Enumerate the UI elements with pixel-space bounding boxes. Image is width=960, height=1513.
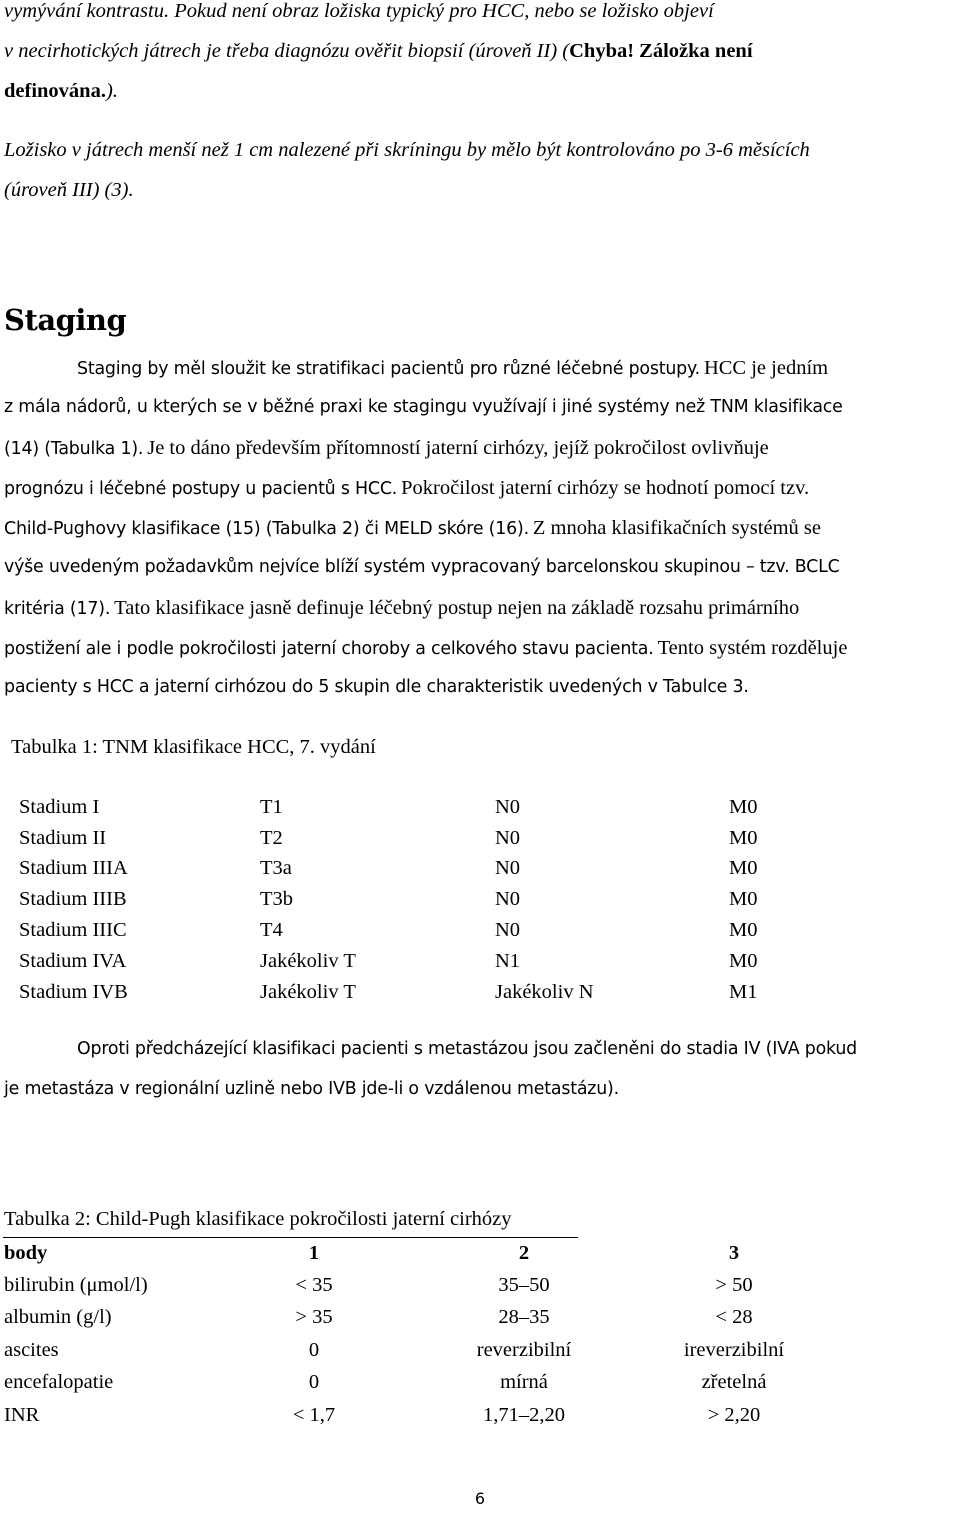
table-cell: zřetelná bbox=[701, 1371, 767, 1394]
table-cell: M0 bbox=[729, 888, 758, 911]
table-cell: T4 bbox=[260, 919, 283, 942]
table-cell: ascites bbox=[4, 1338, 59, 1361]
table-row bbox=[4, 1302, 809, 1334]
table-cell: INR bbox=[4, 1403, 40, 1426]
table-cell: Stadium I bbox=[19, 795, 100, 818]
table-cell: N0 bbox=[495, 826, 521, 849]
paragraph-line bbox=[4, 597, 799, 620]
paragraph-line: z mála nádorů, u kterých se v běžné praxi ke stagingu využívají i jiné systémy než TNM klasifikace bbox=[4, 397, 843, 417]
table-cell: N0 bbox=[495, 795, 521, 818]
table-cell: Stadium IIIC bbox=[19, 919, 127, 942]
page-number: 6 bbox=[474, 1489, 486, 1508]
paragraph-text: Tato klasifikace jasně definuje léčebný postup nejen na základě rozsahu primárního bbox=[114, 597, 800, 619]
table-cell: N0 bbox=[495, 919, 521, 942]
table-cell: M0 bbox=[729, 857, 758, 880]
table-caption: Tabulka 1: TNM klasifikace HCC, 7. vydání bbox=[11, 736, 376, 758]
table-cell: > 2,20 bbox=[707, 1403, 761, 1426]
table-cell: M0 bbox=[729, 795, 758, 818]
table-row bbox=[19, 915, 789, 946]
table-cell: mírná bbox=[500, 1371, 548, 1394]
table-cell: 0 bbox=[308, 1338, 320, 1361]
table-cell: M0 bbox=[729, 826, 758, 849]
table-cell: bilirubin (μmol/l) bbox=[4, 1274, 148, 1297]
table-cell: T3b bbox=[260, 888, 294, 911]
table-cell: N0 bbox=[495, 888, 521, 911]
intro-text: v necirhotických játrech je třeba diagnózu ověřit biopsií (úroveň II) ( bbox=[4, 40, 570, 62]
paragraph-line bbox=[4, 437, 769, 460]
table-row bbox=[4, 1399, 809, 1431]
table-cell: ireverzibilní bbox=[683, 1338, 785, 1361]
paragraph-text: prognózu i léčebné postupy u pacientů s HCC. bbox=[4, 479, 398, 499]
table-cell: T3a bbox=[260, 857, 292, 880]
paragraph-text: HCC je jedním bbox=[703, 357, 829, 379]
table-cell: Stadium IIIA bbox=[19, 857, 128, 880]
table-cell: > 35 bbox=[295, 1306, 333, 1329]
table-row bbox=[19, 946, 789, 977]
table-cell: < 1,7 bbox=[292, 1403, 336, 1426]
table-cell: albumin (g/l) bbox=[4, 1306, 112, 1329]
paragraph-line: je metastáza v regionální uzlině nebo IVB jde-li o vzdálenou metastázu). bbox=[4, 1079, 619, 1099]
table-cell: 0 bbox=[308, 1371, 320, 1394]
table-caption: Tabulka 2: Child-Pugh klasifikace pokročilosti jaterní cirhózy bbox=[4, 1208, 512, 1230]
intro-line bbox=[4, 40, 753, 63]
table-header-cell: body bbox=[4, 1241, 48, 1264]
table-cell: N1 bbox=[495, 949, 521, 972]
tnm-table bbox=[19, 792, 789, 1008]
table-row bbox=[4, 1269, 809, 1301]
bookmark-error: Chyba! Záložka není bbox=[569, 40, 753, 62]
intro-line: Ložisko v játrech menší než 1 cm nalezené při skríningu by mělo být kontrolováno po 3-6 měsících bbox=[4, 139, 810, 161]
paragraph-line bbox=[4, 477, 809, 500]
table-row bbox=[19, 884, 789, 915]
table-cell: M0 bbox=[729, 949, 758, 972]
paragraph-text: postižení ale i podle pokročilosti jaterní choroby a celkového stavu pacienta. bbox=[4, 639, 654, 659]
paragraph-text: Je to dáno především přítomností jaterní cirhózy, jejíž pokročilost ovlivňuje bbox=[147, 437, 769, 459]
paragraph-text: Child-Pughovy klasifikace (15) (Tabulka 2) či MELD skóre (16). bbox=[4, 519, 529, 539]
table-cell: reverzibilní bbox=[476, 1338, 572, 1361]
table-cell: T1 bbox=[260, 795, 283, 818]
table-header-row bbox=[4, 1237, 809, 1269]
paragraph-text: (14) (Tabulka 1). bbox=[4, 439, 144, 459]
table-row bbox=[19, 792, 789, 823]
table-cell: T2 bbox=[260, 826, 283, 849]
table-cell: Stadium II bbox=[19, 826, 107, 849]
paragraph-line bbox=[77, 357, 828, 380]
table-header-cell: 2 bbox=[518, 1241, 530, 1264]
paragraph-line: Oproti předcházející klasifikaci pacienti s metastázou jsou začleněni do stadia IV (IVA pokud bbox=[77, 1039, 858, 1059]
table-cell: Jakékoliv N bbox=[495, 980, 594, 1003]
intro-line bbox=[4, 80, 118, 103]
table-cell: Jakékoliv T bbox=[260, 980, 356, 1003]
table-row bbox=[19, 977, 789, 1008]
table-cell: encefalopatie bbox=[4, 1371, 114, 1394]
paragraph-line: pacienty s HCC a jaterní cirhózou do 5 skupin dle charakteristik uvedených v Tabulce 3. bbox=[4, 677, 749, 697]
table-row bbox=[4, 1334, 809, 1366]
table-cell: 35–50 bbox=[498, 1274, 550, 1297]
table-cell: 1,71–2,20 bbox=[483, 1403, 565, 1426]
table-cell: 28–35 bbox=[498, 1306, 550, 1329]
table-header-cell: 3 bbox=[728, 1241, 740, 1264]
table-cell: < 28 bbox=[715, 1306, 753, 1329]
table-cell: < 35 bbox=[295, 1274, 333, 1297]
paragraph-text: Tento systém rozděluje bbox=[657, 637, 848, 659]
table-row bbox=[19, 854, 789, 885]
bookmark-error: definována. bbox=[4, 80, 106, 102]
table-cell: Stadium IVB bbox=[19, 980, 128, 1003]
paragraph-line: výše uvedeným požadavkům nejvíce blíží systém vypracovaný barcelonskou skupinou – tzv. BCLC bbox=[4, 557, 840, 577]
table-cell: N0 bbox=[495, 857, 521, 880]
table-cell: M0 bbox=[729, 919, 758, 942]
intro-line: vymývání kontrastu. Pokud není obraz ložiska typický pro HCC, nebo se ložisko objeví bbox=[4, 0, 714, 22]
table-row bbox=[19, 823, 789, 854]
table-cell: Jakékoliv T bbox=[260, 949, 356, 972]
paragraph-text: Pokročilost jaterní cirhózy se hodnotí pomocí tzv. bbox=[401, 477, 810, 499]
paragraph-text: kritéria (17). bbox=[4, 599, 111, 619]
paragraph-text: Staging by měl sloužit ke stratifikaci pacientů pro různé léčebné postupy. bbox=[77, 359, 700, 379]
table-cell: Stadium IIIB bbox=[19, 888, 127, 911]
intro-line: (úroveň III) (3). bbox=[4, 179, 134, 201]
table-header-cell: 1 bbox=[308, 1241, 320, 1264]
paragraph-line bbox=[4, 517, 821, 540]
table-row bbox=[4, 1367, 809, 1399]
table-cell: > 50 bbox=[715, 1274, 753, 1297]
intro-text: ). bbox=[105, 80, 118, 102]
child-pugh-table bbox=[4, 1237, 809, 1431]
paragraph-text: Z mnoha klasifikačních systémů se bbox=[532, 517, 821, 539]
table-cell: M1 bbox=[729, 980, 758, 1003]
section-heading: Staging bbox=[4, 303, 127, 337]
paragraph-line bbox=[4, 637, 847, 660]
table-cell: Stadium IVA bbox=[19, 949, 127, 972]
